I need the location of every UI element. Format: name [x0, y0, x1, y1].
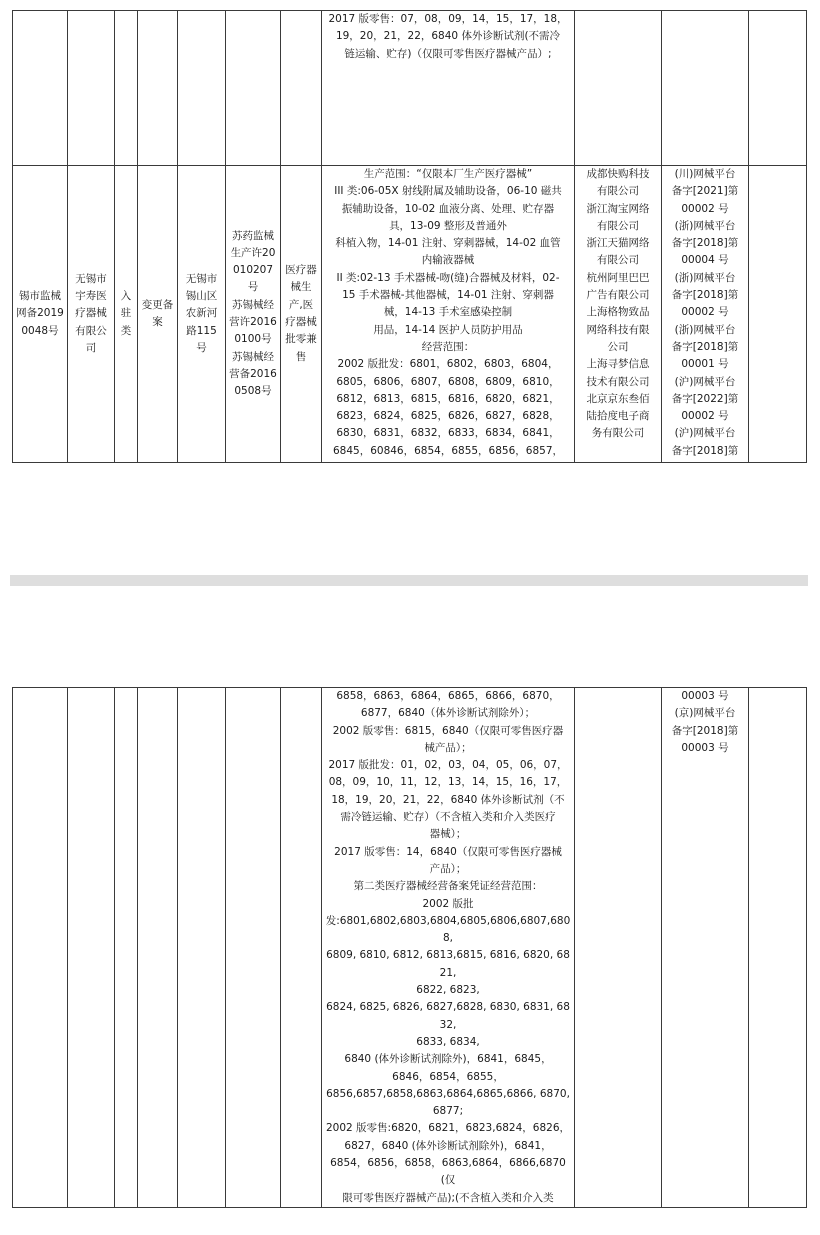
record-no-cell: 锡市监械网备20190048号	[13, 166, 68, 463]
platform-line: 有限公司	[597, 254, 639, 267]
scope-line: 内输液器械	[421, 254, 475, 267]
scope-line: 需冷链运输、贮存）（不含植入类和介入类医疗	[340, 811, 556, 824]
company-cell	[68, 688, 115, 1208]
scope-line: 6858，6863，6864，6865，6866，6870，	[336, 690, 560, 702]
scope-line: 器械）；	[429, 828, 467, 841]
filing-line: (浙)网械平台	[674, 271, 736, 284]
category-cell	[115, 688, 138, 1208]
scope-cell	[322, 688, 575, 1208]
scope-line: 6830，6831，6832，6833，6834，6841，	[336, 427, 560, 440]
change-type-cell	[138, 688, 178, 1208]
platform-line: 上海寻梦信息	[586, 358, 650, 371]
filing-line: 00003 号	[681, 741, 729, 754]
platform-line: 浙江天猫网络	[586, 237, 650, 250]
table-row	[13, 688, 807, 1208]
platform-line: 网络科技有限	[586, 323, 650, 336]
scope-line: 2002 版零售：6815，6840（仅限可零售医疗器	[332, 724, 564, 737]
business-type-cell	[281, 688, 322, 1208]
scope-line: 6840 (体外诊断试剂除外)，6841，6845，	[344, 1053, 552, 1066]
scope-line: 发:6801,6802,6803,6804,6805,6806,6807,6808,	[325, 914, 571, 945]
filing-line: (川)网械平台	[674, 168, 736, 180]
license-cell	[226, 166, 281, 463]
scope-line: 6822, 6823,	[416, 984, 480, 997]
change-type-cell	[138, 11, 178, 166]
scope-line: 18，19，20，21，22，6840 体外诊断试剂（不	[331, 793, 565, 806]
filing-cell	[662, 166, 749, 463]
scope-line: 械，14-13 手术室感染控制	[383, 306, 513, 319]
business-type-cell: 医疗器械生产,医疗器械批零兼售	[281, 166, 322, 463]
scope-line: 2017 版批发：01，02，03，04，05，06，07，	[328, 759, 568, 772]
filing-line: 备字[2018]第	[671, 724, 739, 737]
document-page-top	[0, 0, 820, 575]
filing-line: 备字[2018]第	[671, 444, 739, 457]
scope-line: 2002 版零售:6820，6821，6823,6824，6826，	[325, 1122, 571, 1135]
license-cell	[226, 688, 281, 1208]
scope-line: 2017 版零售：14，6840（仅限可零售医疗器械	[334, 845, 562, 858]
filing-line: 备字[2021]第	[671, 185, 739, 198]
platform-line: 有限公司	[597, 185, 639, 198]
scope-line: 振辅助设备，10-02 血液分离、处理、贮存器	[341, 202, 555, 215]
platform-line: 务有限公司	[591, 427, 645, 440]
filing-line: 00002 号	[681, 410, 729, 423]
scope-line: 链运输、贮存)（仅限可零售医疗器械产品）;	[344, 47, 552, 60]
platform-cell	[575, 166, 662, 463]
filing-line: 备字[2018]第	[671, 237, 739, 250]
filing-line: 00004 号	[681, 254, 729, 267]
scope-line: 2002 版批发：6801，6802，6803，6804，	[337, 358, 559, 371]
filing-line: 00002 号	[681, 306, 729, 319]
platform-line: 技术有限公司	[586, 375, 650, 388]
scope-line: 用品，14-14 医护人员防护用品	[373, 323, 523, 336]
license-number: 苏药监械生产许20010207号	[230, 229, 276, 294]
address-cell	[178, 688, 226, 1208]
filing-line: 备字[2022]第	[671, 392, 739, 405]
table-row	[13, 11, 807, 166]
scope-line: 2017 版零售：07，08，09，14，15，17，18，	[328, 13, 568, 25]
category-cell: 入驻类	[115, 166, 138, 463]
scope-line: 6824, 6825, 6826, 6827,6828, 6830, 6831, 6832,	[326, 1001, 570, 1031]
record-table-top	[12, 10, 807, 463]
record-no-cell	[13, 11, 68, 166]
scope-line: 6833, 6834,	[416, 1035, 480, 1048]
scope-cell	[322, 166, 575, 463]
platform-cell	[575, 688, 662, 1208]
platform-line: 杭州阿里巴巴	[586, 271, 650, 284]
platform-line: 公司	[607, 340, 629, 353]
document-page-bottom	[0, 586, 820, 1235]
scope-line: 6856,6857,6858,6863,6864,6865,6866, 6870,	[326, 1087, 570, 1100]
scope-line: 限可零售医疗器械产品);(不含植入类和介入类	[342, 1191, 554, 1204]
filing-line: 00002 号	[681, 202, 729, 215]
table-row	[13, 166, 807, 463]
company-cell	[68, 11, 115, 166]
remarks-cell	[749, 11, 807, 166]
scope-line: 第二类医疗器械经营备案凭证经营范围：	[353, 880, 543, 893]
scope-line: 2002 版批	[422, 897, 474, 910]
scope-line: 6827，6840 (体外诊断试剂除外)，6841，	[344, 1139, 552, 1152]
scope-line: III 类:06-05X 射线附属及辅助设备，06-10 磁共	[334, 185, 562, 198]
record-table-bottom	[12, 687, 807, 1208]
filing-cell	[662, 11, 749, 166]
scope-line: 6846，6854，6855，	[392, 1070, 504, 1083]
platform-line: 陆拾度电子商	[586, 410, 650, 423]
company-cell: 无锡市宇寿医疗器械有限公司	[68, 166, 115, 463]
scope-line: 具，13-09 整形及普通外	[389, 219, 507, 232]
filing-line: 备字[2018]第	[671, 340, 739, 353]
address-cell: 无锡市锡山区农新河路115号	[178, 166, 226, 463]
scope-line: 19，20，21，22，6840 体外诊断试剂(不需冷	[335, 30, 561, 43]
category-cell	[115, 11, 138, 166]
business-type-cell	[281, 11, 322, 166]
address-cell	[178, 11, 226, 166]
scope-line: II 类:02-13 手术器械-吻(缝)合器械及材料，02-	[336, 271, 560, 284]
scope-line: 08，09，10，11，12，13，14，15，16，17，	[328, 776, 568, 789]
scope-line: 6805，6806，6807，6808，6809，6810，	[336, 375, 560, 388]
platform-line: 广告有限公司	[586, 289, 650, 302]
scope-cell	[322, 11, 575, 166]
platform-line: 有限公司	[597, 219, 639, 232]
scope-line: 科植入物，14-01 注射、穿刺器械，14-02 血管	[335, 237, 561, 250]
filing-line: (京)网械平台	[674, 707, 736, 720]
scope-line: 经营范围：	[421, 340, 475, 353]
platform-line: 浙江淘宝网络	[586, 202, 650, 215]
filing-line: (浙)网械平台	[674, 219, 736, 232]
scope-line: 6854，6856，6858，6863,6864，6866,6870(仅	[330, 1157, 566, 1187]
scope-line: 产品）；	[429, 862, 467, 875]
filing-line: (浙)网械平台	[674, 323, 736, 336]
scope-line: 6877;	[432, 1105, 464, 1118]
filing-line: 备字[2018]第	[671, 289, 739, 302]
license-cell	[226, 11, 281, 166]
scope-line: 生产范围：“仅限本厂生产医疗器械”	[363, 168, 533, 180]
platform-line: 成都快购科技	[586, 168, 650, 180]
platform-line: 北京京东叁佰	[586, 392, 650, 405]
filing-line: 00003 号	[681, 690, 729, 702]
filing-cell	[662, 688, 749, 1208]
scope-line: 6812，6813，6815，6816，6820，6821，	[336, 392, 560, 405]
remarks-cell	[749, 166, 807, 463]
page-separator	[10, 575, 808, 586]
change-type-cell: 变更备案	[138, 166, 178, 463]
license-number: 苏锡械经营备20160508号	[229, 350, 277, 398]
filing-line: (沪)网械平台	[674, 375, 736, 388]
platform-line: 上海格物致品	[586, 306, 650, 319]
filing-line: (沪)网械平台	[674, 427, 736, 440]
filing-line: 00001 号	[681, 358, 729, 371]
scope-line: 械产品）；	[424, 741, 472, 754]
scope-line: 6809, 6810, 6812, 6813,6815, 6816, 6820, 6821,	[326, 949, 570, 979]
remarks-cell	[749, 688, 807, 1208]
scope-line: 15 手术器械-其他器械，14-01 注射、穿刺器	[342, 289, 554, 302]
scope-line: 6845，60846，6854，6855，6856，6857，	[332, 444, 563, 457]
scope-line: 6877，6840（体外诊断试剂除外）；	[360, 707, 536, 720]
platform-cell	[575, 11, 662, 166]
scope-line: 6823，6824，6825，6826，6827，6828，	[336, 410, 560, 423]
record-no-cell	[13, 688, 68, 1208]
license-number: 苏锡械经营许20160100号	[229, 298, 277, 346]
